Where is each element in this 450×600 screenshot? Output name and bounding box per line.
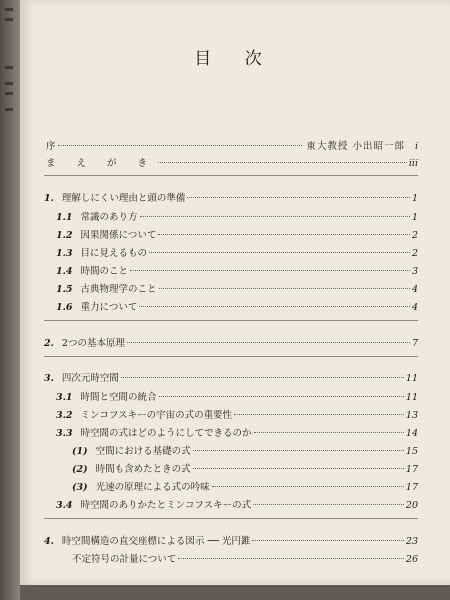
subsection-page: 15 <box>405 446 418 457</box>
toc-section <box>56 407 418 421</box>
toc-subsection <box>72 479 418 493</box>
chapter-page: 23 <box>405 536 418 547</box>
dot-leader <box>212 486 404 487</box>
toc-entry-title: ま え が き <box>46 158 157 169</box>
dot-leader <box>187 197 410 198</box>
chapter-number: 3. <box>44 373 54 384</box>
section-number: 1.3 <box>56 248 73 259</box>
toc-entry-title: 序 <box>46 141 56 152</box>
toc-section <box>56 299 418 313</box>
subsection-page: 17 <box>405 464 418 475</box>
divider <box>44 356 418 357</box>
chapter-number: 4. <box>44 536 54 547</box>
toc-section <box>70 551 418 565</box>
section-title: 時空間のありかたとミンコフスキーの式 <box>80 500 252 511</box>
subsection-title: 時間も含めたときの式 <box>95 464 191 475</box>
toc-entry-page: iii <box>408 158 418 169</box>
divider <box>44 518 418 519</box>
dot-leader <box>158 162 407 163</box>
toc-section <box>56 227 418 241</box>
toc-section <box>56 389 418 403</box>
dot-leader <box>140 216 410 217</box>
section-page: 2 <box>411 248 418 259</box>
chapter-title: 四次元時空間 <box>61 373 119 384</box>
divider <box>44 175 418 176</box>
section-title: 時間と空間の統合 <box>80 392 157 403</box>
section-page: 2 <box>411 230 418 241</box>
subsection-title: 光速の原理による式の吟味 <box>95 482 210 493</box>
section-number: 1.5 <box>56 284 73 295</box>
section-number: 1.1 <box>56 212 73 223</box>
page-title: 目 次 <box>194 49 276 69</box>
section-number: 3.3 <box>56 428 73 439</box>
section-number: 3.2 <box>56 410 73 421</box>
dot-leader <box>254 432 404 433</box>
dot-leader <box>158 234 410 235</box>
section-number: 3.4 <box>56 500 73 511</box>
subsection-page: 17 <box>405 482 418 493</box>
book-page <box>20 0 450 585</box>
toc-chapter <box>44 533 418 547</box>
dot-leader <box>178 558 404 559</box>
dot-leader <box>193 468 404 469</box>
section-page: 26 <box>405 554 418 565</box>
dot-leader <box>193 450 404 451</box>
section-number: 3.1 <box>56 392 73 403</box>
background-surface <box>20 585 450 600</box>
section-page: 1 <box>411 212 418 223</box>
section-page: 13 <box>405 410 418 421</box>
section-title: 時間のこと <box>80 266 129 277</box>
toc-section <box>56 497 418 511</box>
chapter-page: 1 <box>411 193 418 204</box>
section-page: 11 <box>405 392 418 403</box>
subsection-number: (1) <box>72 446 88 457</box>
chapter-number: 2. <box>44 338 54 349</box>
section-page: 4 <box>411 284 418 295</box>
section-title: 常識のあり方 <box>80 212 138 223</box>
toc-section <box>56 425 418 439</box>
toc-section <box>56 245 418 259</box>
section-title: ミンコフスキーの宇宙の式の重要性 <box>80 410 233 421</box>
section-title: 時空間の式はどのようにしてできるのか <box>80 428 252 439</box>
dot-leader <box>149 252 410 253</box>
section-page: 3 <box>411 266 418 277</box>
dot-leader <box>234 414 404 415</box>
toc-subsection <box>72 443 418 457</box>
dot-leader <box>121 377 404 378</box>
chapter-number: 1. <box>44 193 54 204</box>
dot-leader <box>130 270 410 271</box>
section-title: 重力について <box>80 302 138 313</box>
section-title: 因果関係について <box>80 230 157 241</box>
chapter-title: 時空間構造の直交座標による図示 ── 光円錐 <box>61 536 251 547</box>
section-page: 14 <box>405 428 418 439</box>
dot-leader <box>252 540 404 541</box>
chapter-page: 11 <box>405 373 418 384</box>
adjacent-page-edge <box>0 0 20 600</box>
subsection-title: 空間における基礎の式 <box>95 446 191 457</box>
section-title: 不定符号の計量について <box>72 554 177 565</box>
dot-leader <box>159 288 410 289</box>
chapter-title: 2つの基本原理 <box>61 338 125 349</box>
toc-entry-page: i <box>414 141 418 152</box>
dot-leader <box>159 396 404 397</box>
dot-leader <box>253 504 404 505</box>
toc-entry-author: 東大教授 小出昭一郎 <box>306 141 405 152</box>
toc-entry-foreword <box>44 155 418 169</box>
toc-section <box>56 263 418 277</box>
subsection-number: (2) <box>72 464 88 475</box>
subsection-number: (3) <box>72 482 88 493</box>
divider <box>44 320 418 321</box>
section-page: 20 <box>405 500 418 511</box>
toc-section <box>56 281 418 295</box>
section-title: 古典物理学のこと <box>80 284 157 295</box>
section-page: 4 <box>411 302 418 313</box>
edge-print-marks <box>2 0 16 140</box>
section-title: 目に見えるもの <box>80 248 148 259</box>
dot-leader <box>127 342 410 343</box>
toc-section <box>56 209 418 223</box>
dot-leader <box>58 145 303 146</box>
section-number: 1.4 <box>56 266 73 277</box>
chapter-title: 理解しにくい理由と頭の準備 <box>61 193 186 204</box>
toc-entry-preface <box>44 138 418 152</box>
chapter-page: 7 <box>411 338 418 349</box>
toc-chapter <box>44 335 418 349</box>
dot-leader <box>139 306 410 307</box>
section-number: 1.2 <box>56 230 73 241</box>
toc-chapter <box>44 370 418 384</box>
toc-subsection <box>72 461 418 475</box>
section-number: 1.6 <box>56 302 73 313</box>
toc-chapter <box>44 190 418 204</box>
